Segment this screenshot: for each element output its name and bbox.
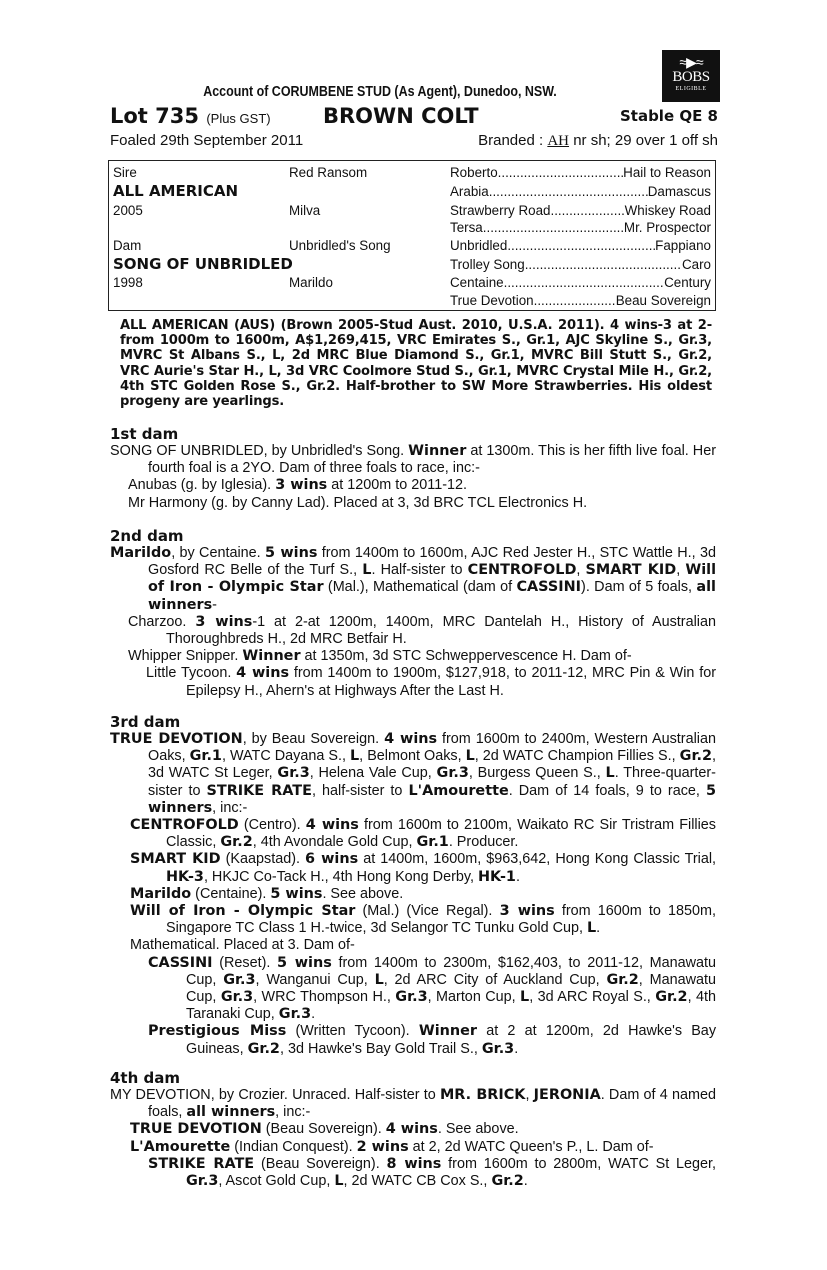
grandparent-name: True Devotion <box>450 293 534 308</box>
bold-text: Gr.2 <box>606 971 639 988</box>
text-run: (Mal.) (Vice Regal). <box>355 903 500 920</box>
text-run: from 1400m to 1600m, AJC Red Jester H., STC Wattle H., 3d Gosford RC Belle of the Turf S., <box>148 545 717 579</box>
bold-text: STRIKE RATE <box>206 782 312 799</box>
text-run: , by Centaine. <box>171 545 265 561</box>
bobs-eligible-logo <box>662 50 720 102</box>
bold-text: Winner <box>418 1023 478 1040</box>
grand-foal-entry <box>110 1023 716 1057</box>
text-run: . <box>514 1040 519 1057</box>
bold-text: Will of Iron - Olympic Star <box>130 903 356 920</box>
foal-entry <box>110 903 716 937</box>
lot-header <box>110 104 718 128</box>
vendor-account: Account of CORUMBENE STUD (As Agent), Dunedoo, NSW. <box>203 84 557 100</box>
bold-text: Marildo <box>130 885 192 902</box>
logo-subtext: ELIGIBLE <box>675 86 707 92</box>
leader-dots <box>489 183 648 202</box>
text-run: , Helena Vale Cup, <box>309 765 437 782</box>
foal-entry <box>110 1139 716 1156</box>
text-run: , Ascot Gold Cup, <box>218 1173 335 1190</box>
text-run: at 2 at 1200m, 2d Hawke's Bay Guineas, <box>186 1023 717 1057</box>
bold-text: Gr.3 <box>220 989 254 1006</box>
lot-number <box>110 104 271 128</box>
dam-year: 1998 <box>113 275 143 290</box>
grandparent-row <box>450 256 711 275</box>
second-dam-section <box>110 528 716 700</box>
section-heading: 1st dam <box>110 425 179 443</box>
bold-text: SMART KID <box>585 562 677 579</box>
bold-text: SMART KID <box>130 851 221 868</box>
bold-text: JERONIA <box>533 1087 601 1103</box>
grand-foal-entry <box>110 955 716 1024</box>
text-run: (Beau Sovereign). <box>254 1155 387 1172</box>
bold-text: Gr.2 <box>679 748 712 765</box>
text-run: from 1600m to 2400m, Western Australian Oaks, <box>148 731 716 765</box>
text-run: at 1350m, 3d STC Schweppervescence H. Dam of- <box>300 648 632 665</box>
bold-text: 4 wins <box>236 665 290 682</box>
text-run: , WATC Dayana S., <box>221 748 350 765</box>
text-run: , <box>576 562 586 579</box>
fourth-dam-section <box>110 1070 716 1190</box>
text-run: -1 at 2-at 1200m, 1400m, MRC Dantelah H., History of Australian Thoroughbreds H., 2d MRC Betfair H. <box>166 613 716 648</box>
text-run: Whipper Snipper. <box>128 648 243 665</box>
text-run: , WRC Thompson H., <box>253 989 396 1006</box>
text-run: . Producer. <box>448 834 519 851</box>
bold-text: 3 wins <box>499 903 555 920</box>
text-run: . <box>523 1173 528 1190</box>
branded-label: Branded : <box>478 132 544 149</box>
bold-text: L'Amourette <box>408 782 509 799</box>
colour-sex: BROWN COLT <box>323 104 479 128</box>
text-run: , inc:- <box>212 799 248 816</box>
pedigree-table <box>108 160 716 311</box>
text-run: , 4th Taranaki Cup, <box>186 989 716 1023</box>
grandparent-sire: Hail to Reason <box>623 165 711 180</box>
foal-entry <box>110 817 716 851</box>
bold-text: L <box>520 989 530 1006</box>
bold-text: 3 wins <box>195 613 253 630</box>
bold-text: 4 wins <box>305 817 359 834</box>
sire-summary: ALL AMERICAN (AUS) (Brown 2005-Stud Aust. 2010, U.S.A. 2011). 4 wins-3 at 2-from 1000m to 1600m, A$1,269,415, VRC Emirates S., Gr.1, AJC Skyline S., Gr.3, MVRC St Albans S., L, 2d MRC Blue Diamond S., Gr.1, MVRC Bill Stutt S., Gr.2, VRC Aurie's Star H., L, 3d VRC Coolmore Stud S., Gr.1, MVRC Crystal Mile H., Gr.2, 4th STC Golden Rose S., Gr.2. Half-brother to SW More Strawberries. His oldest progeny are yearlings. <box>120 318 712 410</box>
text-run: ). Dam of 5 foals, <box>581 579 697 596</box>
bold-text: 5 wins <box>265 545 318 561</box>
text-run: , 3d ARC Royal S., <box>529 989 656 1006</box>
grandparent-name: Strawberry Road <box>450 203 551 218</box>
foal-entry <box>110 648 716 665</box>
bold-text: L <box>465 748 475 765</box>
bold-text: 5 wins <box>277 954 332 971</box>
dam-paragraph <box>110 1087 716 1121</box>
grandparent-sire: Damascus <box>647 184 711 199</box>
bold-text: CASSINI <box>148 954 213 971</box>
section-heading: 4th dam <box>110 1069 180 1087</box>
text-run: , Manawatu Cup, <box>186 971 716 1006</box>
bold-text: L <box>334 1173 344 1190</box>
text-run: (Beau Sovereign). <box>261 1121 386 1138</box>
leader-dots <box>525 256 682 275</box>
text-run: Mr Harmony (g. by Canny Lad). Placed at 3, 3d BRC TCL Electronics H. <box>128 494 588 511</box>
text-run: , HKJC Co-Tack H., 4th Hong Kong Derby, <box>203 868 478 885</box>
bold-text: TRUE DEVOTION <box>130 1121 262 1138</box>
text-run: at 1200m to 2011-12. <box>327 477 467 494</box>
bold-text: Prestigious Miss <box>148 1023 287 1040</box>
bold-text: Will of Iron - Olympic Star <box>148 562 717 596</box>
grandparent-name: Trolley Song <box>450 257 525 272</box>
bold-text: L'Amourette <box>130 1138 231 1155</box>
foal-entry <box>110 665 716 699</box>
grandparent-name: Centaine <box>450 275 504 290</box>
text-run: at 1300m. This is her fifth live foal. Her fourth foal is a 2YO. Dam of three foals to race, inc:- <box>148 443 716 477</box>
text-run: (Indian Conquest). <box>230 1138 357 1155</box>
foal-entry <box>110 495 716 512</box>
text-run: , by Beau Sovereign. <box>242 731 385 747</box>
bold-text: HK-3 <box>166 868 204 885</box>
foal-entry <box>110 851 716 885</box>
grandparent-row <box>450 183 711 202</box>
bold-text: 3 wins <box>275 477 328 494</box>
text-run: , 3d WATC St Leger, <box>148 748 716 782</box>
text-run: , half-sister to <box>311 782 409 799</box>
section-heading: 3rd dam <box>110 713 181 731</box>
bold-text: Gr.3 <box>277 765 310 782</box>
leader-dots <box>498 164 624 183</box>
horse-head-icon: ≈▶≈ <box>679 54 703 70</box>
bold-text: Marildo <box>110 545 172 561</box>
text-run: . See above. <box>322 885 404 902</box>
bold-text: 4 wins <box>384 731 438 747</box>
branded-text: nr sh; 29 over 1 off sh <box>573 132 718 149</box>
leader-dots <box>504 274 665 293</box>
grandparent-row <box>450 237 711 256</box>
grandparent-row <box>450 202 711 221</box>
foal-entry <box>110 886 716 903</box>
bold-text: Gr.1 <box>189 748 222 765</box>
grand-foal-entry <box>110 1156 716 1190</box>
text-run: . Three-quarter-sister to <box>148 765 716 799</box>
bold-text: 4 wins <box>385 1121 438 1138</box>
sire-year: 2005 <box>113 203 143 218</box>
bold-text: Gr.3 <box>186 1173 219 1190</box>
sire-sire: Red Ransom <box>289 165 368 180</box>
bold-text: Winner <box>242 648 301 665</box>
dam-paragraph <box>110 731 716 817</box>
text-run: (Written Tycoon). <box>286 1023 419 1040</box>
text-run: SONG OF UNBRIDLED, by Unbridled's Song. <box>110 443 409 459</box>
text-run: , <box>525 1087 534 1103</box>
bold-text: CENTROFOLD <box>467 562 577 579</box>
bold-text: 2 wins <box>356 1138 409 1155</box>
dam-label: Dam <box>113 238 142 253</box>
third-dam-section <box>110 714 716 1058</box>
grandparent-sire: Beau Sovereign <box>615 293 711 308</box>
text-run: , 2d WATC Champion Fillies S., <box>474 748 680 765</box>
text-run: Anubas (g. by Iglesia). <box>128 477 276 494</box>
text-run: at 1400m, 1600m, $963,642, Hong Kong Classic Trial, <box>358 851 717 868</box>
text-run: from 1600m to 2100m, Waikato RC Sir Tristram Fillies Classic, <box>166 817 716 851</box>
leader-dots <box>550 202 624 221</box>
sire-dam: Milva <box>289 203 321 218</box>
grandparent-sire: Fappiano <box>655 238 711 253</box>
text-run: (Centro). <box>238 817 306 834</box>
branded-info <box>478 132 718 150</box>
text-run: - <box>212 596 217 613</box>
logo-text: BOBS <box>672 69 710 85</box>
grandparent-sire: Century <box>664 275 711 290</box>
bold-text: Gr.3 <box>223 971 256 988</box>
grandparent-row <box>450 164 711 183</box>
text-run: from 1400m to 1900m, $127,918, to 2011-12, MRC Pin & Win for Epilepsy H., Ahern's at Highways After the Last H. <box>186 665 717 699</box>
bold-text: L <box>350 748 360 765</box>
dam-dam: Marildo <box>289 275 333 290</box>
grandparent-row <box>450 219 711 238</box>
bold-text: 5 winners <box>148 782 716 816</box>
bold-text: Gr.2 <box>220 834 253 851</box>
text-run: Little Tycoon. <box>146 665 237 682</box>
grandparent-sire: Mr. Prospector <box>623 220 711 235</box>
bold-text: L <box>605 765 615 782</box>
bold-text: Gr.3 <box>395 989 428 1006</box>
leader-dots <box>534 292 616 311</box>
grandparent-name: Roberto <box>450 165 498 180</box>
text-run: . See above. <box>437 1121 519 1138</box>
text-run: . Half-sister to <box>371 562 468 579</box>
sire-label: Sire <box>113 165 137 180</box>
text-run: , 4th Avondale Gold Cup, <box>252 834 417 851</box>
bold-text: Gr.3 <box>278 1006 312 1023</box>
bold-text: Gr.2 <box>247 1040 280 1057</box>
bold-text: HK-1 <box>478 868 516 885</box>
text-run: , Burgess Queen S., <box>468 765 606 782</box>
grandparent-name: Arabia <box>450 184 489 199</box>
text-run: from 1600m to 1850m, Singapore TC Class 1 H.-twice, 3d Selangor TC Tunku Gold Cup, <box>166 903 717 937</box>
bold-text: 8 wins <box>386 1155 442 1172</box>
text-run: . <box>596 920 601 937</box>
bold-text: L <box>374 971 384 988</box>
bold-text: MR. BRICK <box>439 1087 526 1103</box>
text-run: from 1400m to 2300m, $162,403, to 2011-12, Manawatu Cup, <box>186 954 717 988</box>
stable-number: Stable QE 8 <box>619 107 718 125</box>
leader-dots <box>483 219 624 238</box>
text-run: , Wanganui Cup, <box>255 971 375 988</box>
text-run: (Kaapstad). <box>220 851 306 868</box>
bold-text: TRUE DEVOTION <box>110 731 243 747</box>
bold-text: 6 wins <box>305 851 359 868</box>
bold-text: 5 wins <box>270 885 323 902</box>
bold-text: CASSINI <box>516 579 582 596</box>
text-run: . <box>311 1006 316 1023</box>
grandparent-sire: Whiskey Road <box>624 203 711 218</box>
bold-text: Gr.3 <box>436 765 469 782</box>
foaled-date: Foaled 29th September 2011 <box>110 132 304 149</box>
grandparent-sire: Caro <box>681 257 711 272</box>
text-run: (Mal.), Mathematical (dam of <box>323 579 517 596</box>
bold-text: Gr.3 <box>481 1040 515 1057</box>
grandparent-row <box>450 274 711 293</box>
text-run: , 2d ARC City of Auckland Cup, <box>383 971 607 988</box>
grandparent-row <box>450 292 711 311</box>
text-run: , Marton Cup, <box>427 989 521 1006</box>
text-run: , inc:- <box>275 1104 311 1121</box>
text-run: (Centaine). <box>191 885 271 902</box>
foal-entry: Mathematical. Placed at 3. Dam of- <box>130 937 355 954</box>
foal-entry <box>110 614 716 648</box>
text-run: . Dam of 14 foals, 9 to race, <box>508 782 706 799</box>
leader-dots <box>507 237 655 256</box>
dam-paragraph <box>110 545 716 614</box>
dam-name: SONG OF UNBRIDLED <box>113 255 293 273</box>
bold-text: L <box>362 562 372 579</box>
text-run: from 1600m to 2800m, WATC St Leger, <box>441 1155 717 1172</box>
section-heading: 2nd dam <box>110 527 184 545</box>
bold-text: L <box>587 920 597 937</box>
text-run: Charzoo. <box>128 613 196 630</box>
grandparent-name: Unbridled <box>450 238 508 253</box>
bold-text: Winner <box>408 443 467 459</box>
text-run: , 2d WATC CB Cox S., <box>343 1173 492 1190</box>
text-run: , 3d Hawke's Bay Gold Trail S., <box>279 1040 482 1057</box>
text-run: . <box>515 868 520 885</box>
bold-text: Gr.2 <box>655 989 688 1006</box>
text-run: at 2, 2d WATC Queen's P., L. Dam of- <box>408 1138 654 1155</box>
text-run: (Reset). <box>212 954 278 971</box>
text-run: , Belmont Oaks, <box>359 748 466 765</box>
text-run: MY DEVOTION, by Crozier. Unraced. Half-sister to <box>110 1087 440 1103</box>
foal-entry <box>110 477 716 494</box>
sire-name: ALL AMERICAN <box>113 182 239 200</box>
foal-entry <box>110 1121 716 1138</box>
dam-sire: Unbridled's Song <box>289 238 391 253</box>
bold-text: CENTROFOLD <box>130 817 239 834</box>
lot-label: Lot 735 <box>110 104 199 128</box>
text-run: , <box>676 562 686 579</box>
bold-text: STRIKE RATE <box>148 1155 255 1172</box>
bold-text: all winners <box>148 579 716 613</box>
first-dam-section <box>110 426 716 512</box>
dam-paragraph <box>110 443 716 477</box>
grandparent-name: Tersa <box>450 220 483 235</box>
brand-mark-icon: AH <box>547 133 570 149</box>
plus-gst: (Plus GST) <box>206 111 271 126</box>
bold-text: all winners <box>186 1104 276 1121</box>
bold-text: Gr.1 <box>416 834 449 851</box>
bold-text: Gr.2 <box>491 1173 524 1190</box>
text-run: . Dam of 4 named foals, <box>148 1087 716 1121</box>
